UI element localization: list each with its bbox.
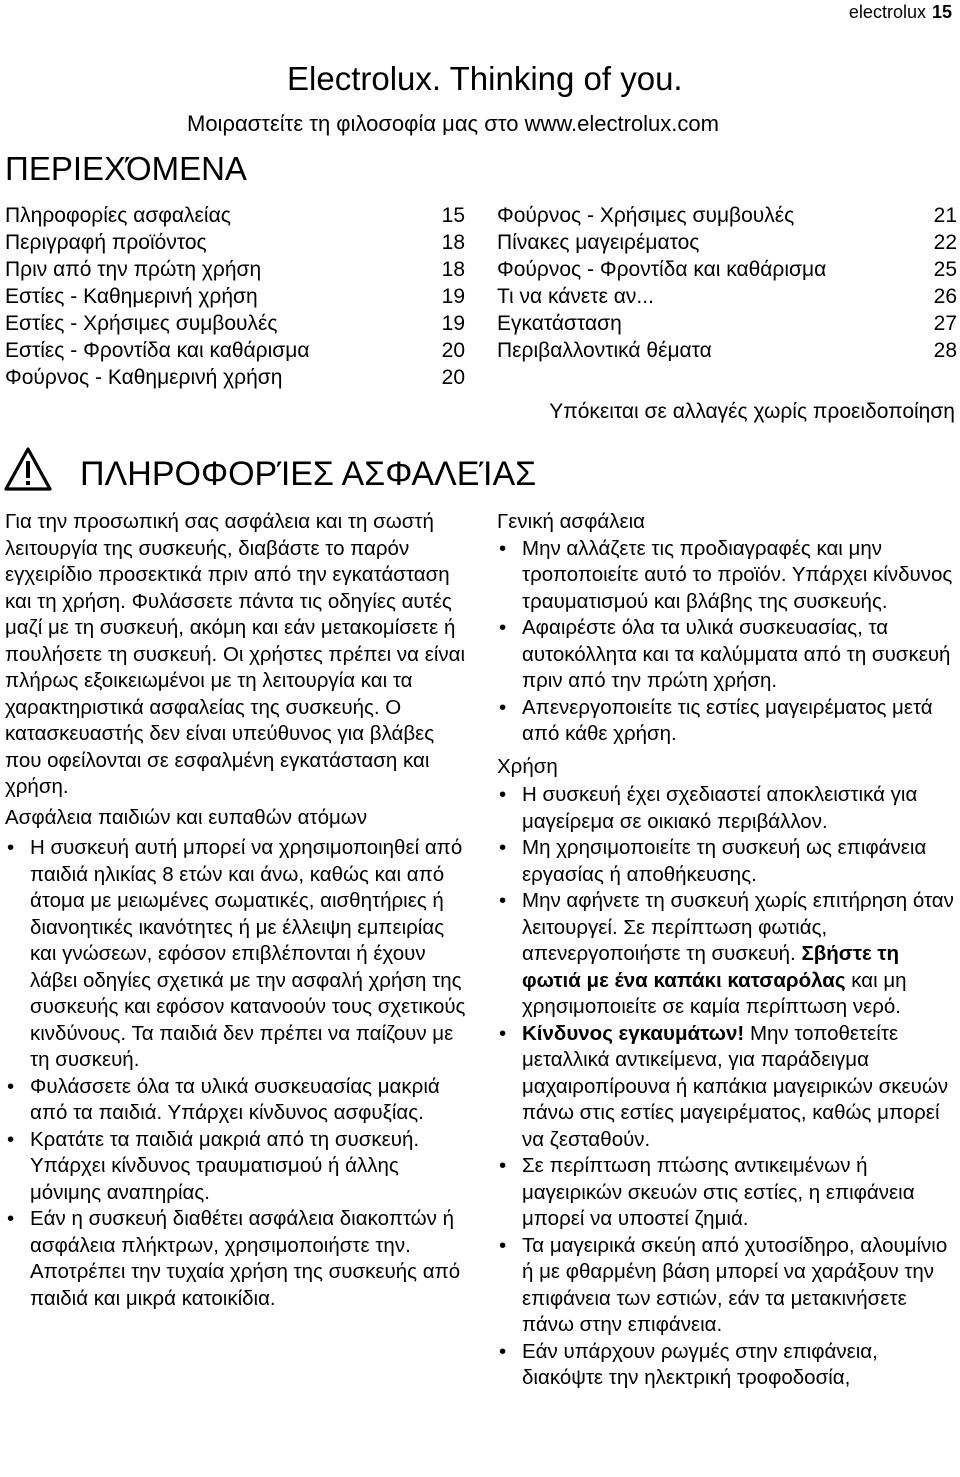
toc-entry-page: 15 <box>441 204 465 227</box>
toc-entry-page: 20 <box>441 366 465 389</box>
toc-entry-page: 18 <box>441 231 465 254</box>
left-column <box>5 509 467 1312</box>
toc-entry-page: 18 <box>441 258 465 281</box>
list-item <box>497 1021 957 1154</box>
toc-entry[interactable] <box>5 310 465 337</box>
change-notice: Υπόκειται σε αλλαγές χωρίς προειδοποίηση <box>549 400 955 423</box>
toc-entry-label: Εγκατάσταση <box>497 312 622 335</box>
toc-entry-label: Τι να κάνετε αν... <box>497 285 654 308</box>
list-item: • Μην αλλάζετε τις προδιαγραφές και μην τροποποιείτε αυτό το προϊόν. Υπάρχει κίνδυνος τραυματισμού και βλάβης της συσκευής. <box>497 536 957 616</box>
section-title: ΠΛΗΡΟΦΟΡΊΕΣ ΑΣΦΑΛΕΊΑΣ <box>80 455 537 493</box>
list-item-text: και μη χρησιμοποιείτε σε καμία περίπτωση νερό. <box>522 968 907 1018</box>
toc-entry-page: 28 <box>933 339 957 362</box>
toc-right-column <box>497 202 957 364</box>
list-item: • Εάν η συσκευή διαθέτει ασφάλεια διακοπτών ή ασφάλεια πλήκτρων, χρησιμοποιήστε την. Αποτρέπει την τυχαία χρήση της συσκευής από παιδιά και μικρά κατοικίδια. <box>5 1206 467 1312</box>
children-safety-list <box>5 835 467 1312</box>
toc-entry[interactable] <box>497 283 957 310</box>
toc-entry[interactable] <box>5 256 465 283</box>
toc-entry[interactable] <box>5 283 465 310</box>
toc-entry-label: Φούρνος - Χρήσιμες συμβουλές <box>497 204 795 227</box>
toc-entry-label: Περιγραφή προϊόντος <box>5 231 207 254</box>
children-safety-heading: Ασφάλεια παιδιών και ευπαθών ατόμων <box>5 805 368 829</box>
list-item: • Απενεργοποιείτε τις εστίες μαγειρέματος μετά από κάθε χρήση. <box>497 695 957 748</box>
usage-list <box>497 782 957 1392</box>
toc-entry-page: 26 <box>933 285 957 308</box>
toc-entry-label: Περιβαλλοντικά θέματα <box>497 339 712 362</box>
toc-entry[interactable] <box>497 229 957 256</box>
list-item-emphasis: Κίνδυνος εγκαυμάτων! <box>522 1021 745 1045</box>
list-item: • Τα μαγειρικά σκεύη από χυτοσίδηρο, αλουμίνιο ή με φθαρμένη βάση μπορεί να χαράξουν την επιφάνεια των εστιών, εάν τα μετακινήσετε πάνω στην επιφάνεια. <box>497 1233 957 1339</box>
list-item: • Εάν υπάρχουν ρωγμές στην επιφάνεια, διακόψτε την ηλεκτρική τροφοδοσία, <box>497 1339 957 1392</box>
share-line: Μοιραστείτε τη φιλοσοφία μας στο www.electrolux.com <box>187 111 719 136</box>
list-item <box>497 888 957 1021</box>
toc-entry-page: 25 <box>933 258 957 281</box>
warning-triangle-icon <box>3 446 53 492</box>
toc-entry[interactable] <box>497 337 957 364</box>
list-item: • Σε περίπτωση πτώσης αντικειμένων ή μαγειρικών σκευών στις εστίες, η επιφάνεια μπορεί να υποστεί ζημιά. <box>497 1153 957 1233</box>
list-item: • Φυλάσσετε όλα τα υλικά συσκευασίας μακριά από τα παιδιά. Υπάρχει κίνδυνος ασφυξίας. <box>5 1074 467 1127</box>
toc-entry-label: Φούρνος - Καθημερινή χρήση <box>5 366 283 389</box>
general-safety-heading: Γενική ασφάλεια <box>497 510 646 533</box>
toc-entry-label: Πίνακες μαγειρέματος <box>497 231 700 254</box>
page-number: 15 <box>931 2 952 22</box>
toc-left-column <box>5 202 465 391</box>
toc-entry-page: 27 <box>933 312 957 335</box>
toc-entry-page: 21 <box>933 204 957 227</box>
toc-entry-label: Φούρνος - Φροντίδα και καθάρισμα <box>497 258 827 281</box>
list-item: • Η συσκευή αυτή μπορεί να χρησιμοποιηθεί από παιδιά ηλικίας 8 ετών και άνω, καθώς και από άτομα με μειωμένες σωματικές, αισθητήριες ή διανοητικές ικανότητες ή με έλλειψη εμπειρίας και γνώσεων, εφόσον επιβλέπονται ή έχουν λάβει οδηγίες σχετικά με την ασφαλή χρήση της συσκευής και εφόσον κατανοούν τους σχετικούς κινδύνους. Τα παιδιά δεν πρέπει να παίζουν με τη συσκευή. <box>5 835 467 1074</box>
list-item-emphasis: Σβήστε τη φωτιά με ένα καπάκι κατσαρόλας <box>522 942 900 992</box>
toc-entry-label: Πληροφορίες ασφαλείας <box>5 204 231 227</box>
usage-heading: Χρήση <box>497 754 558 778</box>
toc-entry[interactable] <box>5 229 465 256</box>
list-item: • Μη χρησιμοποιείτε τη συσκευή ως επιφάνεια εργασίας ή αποθήκευσης. <box>497 835 957 888</box>
toc-entry[interactable] <box>5 364 465 391</box>
brand-name: electrolux <box>848 2 926 22</box>
page-header <box>849 2 952 23</box>
list-item-text: Μην αφήνετε τη συσκευή χωρίς επιτήρηση όταν λειτουργεί. Σε περίπτωση φωτιάς, απενεργοποιήστε τη συσκευή. <box>522 889 954 965</box>
toc-entry[interactable] <box>497 202 957 229</box>
right-column <box>497 509 957 1392</box>
toc-entry-page: 19 <box>441 285 465 308</box>
toc-entry-page: 19 <box>441 312 465 335</box>
toc-entry-page: 22 <box>933 231 957 254</box>
toc-entry[interactable] <box>497 256 957 283</box>
slogan: Electrolux. Thinking of you. <box>287 60 683 97</box>
toc-entry-label: Εστίες - Καθημερινή χρήση <box>5 285 258 308</box>
toc-entry-label: Εστίες - Χρήσιμες συμβουλές <box>5 312 278 335</box>
toc-entry-page: 20 <box>441 339 465 362</box>
toc-entry-label: Εστίες - Φροντίδα και καθάρισμα <box>5 339 310 362</box>
toc-entry[interactable] <box>5 202 465 229</box>
list-item-text: Μην τοποθετείτε μεταλλικά αντικείμενα, για παράδειγμα μαχαιροπίρουνα ή καπάκια μαγειρικών σκευών πάνω στις εστίες μαγειρέματος, καθώς μπορεί να ζεσταθούν. <box>522 1021 949 1151</box>
toc-entry[interactable] <box>5 337 465 364</box>
list-item: • Η συσκευή έχει σχεδιαστεί αποκλειστικά για μαγείρεμα σε οικιακό περιβάλλον. <box>497 782 957 835</box>
intro-paragraph: Για την προσωπική σας ασφάλεια και τη σωστή λειτουργία της συσκευής, διαβάστε το παρόν εγχειρίδιο προσεκτικά πριν από την εγκατάσταση και τη χρήση. Φυλάσσετε πάντα τις οδηγίες αυτές μαζί με τη συσκευή, ακόμη και εάν μετακομίσετε ή πουλήσετε τη συσκευή. Οι χρήστες πρέπει να είναι πλήρως εξοικειωμένοι με τη λειτουργία και τα χαρακτηριστικά ασφαλείας της συσκευής. Ο κατασκευαστής δεν είναι υπεύθυνος για βλάβες που οφείλονται σε εσφαλμένη εγκατάσταση και χρήση. <box>5 510 466 798</box>
general-safety-list <box>497 536 957 748</box>
toc-title: ΠΕΡΙΕΧΌΜΕΝΑ <box>5 150 247 187</box>
list-item: • Αφαιρέστε όλα τα υλικά συσκευασίας, τα αυτοκόλλητα και τα καλύμματα από τη συσκευή πριν από την πρώτη χρήση. <box>497 615 957 695</box>
toc-entry-label: Πριν από την πρώτη χρήση <box>5 258 262 281</box>
list-item: • Κρατάτε τα παιδιά μακριά από τη συσκευή. Υπάρχει κίνδυνος τραυματισμού ή άλλης μόνιμης αναπηρίας. <box>5 1127 467 1207</box>
toc-entry[interactable] <box>497 310 957 337</box>
